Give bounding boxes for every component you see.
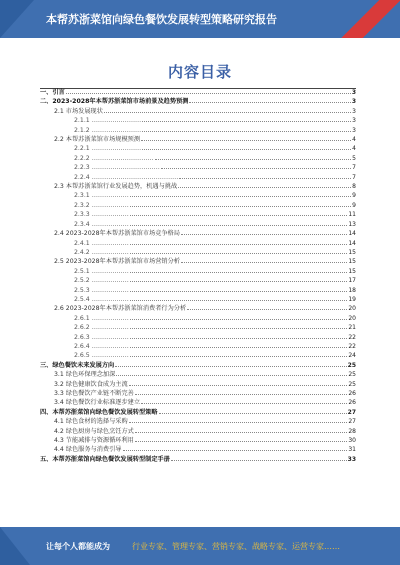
- toc-entry[interactable]: [40, 398, 356, 407]
- toc-entry-label: 2.4 2023-2028年本帮苏浙菜馆市场竞争格局: [54, 230, 180, 238]
- toc-leader-dots: [161, 163, 351, 169]
- toc-entry-label: 2.3 本帮苏浙菜馆行业发展趋势，机遇与挑战: [54, 183, 178, 191]
- toc-entry[interactable]: [40, 154, 356, 163]
- toc-leader-dots: [130, 314, 348, 320]
- toc-leader-dots: [155, 154, 352, 160]
- toc-entry-page: 20: [348, 314, 356, 322]
- toc-leader-dots: [178, 182, 351, 188]
- toc-entry[interactable]: [40, 286, 356, 295]
- toc-leader-dots: [130, 342, 348, 348]
- toc-entry-label: 4.2 绿色厨房与绿色烹饪方式: [54, 427, 134, 435]
- toc-entry[interactable]: [40, 126, 356, 135]
- toc-entry-page: 33: [347, 455, 356, 463]
- toc-entry[interactable]: [40, 248, 356, 257]
- toc-entry-page: 13: [348, 220, 356, 228]
- toc-leader-dots: [130, 239, 348, 245]
- toc-entry-label: 4.3 节能减排与资源循环利用: [54, 437, 134, 445]
- toc-leader-dots: [130, 201, 351, 207]
- toc-entry-label: 三、绿色餐饮未来发展方向: [40, 361, 115, 369]
- toc-heading: 内容目录: [167, 63, 232, 81]
- toc-entry[interactable]: [40, 361, 356, 370]
- toc-entry[interactable]: [40, 408, 356, 417]
- toc-entry[interactable]: [40, 436, 356, 445]
- toc-leader-dots: [130, 351, 348, 357]
- toc-leader-dots: [142, 126, 351, 132]
- toc-leader-dots: [130, 323, 348, 329]
- toc-entry-label: 2.1 市场发展现状: [54, 107, 103, 115]
- toc-entry-page: 9: [352, 192, 356, 200]
- page-header: [0, 0, 400, 38]
- toc-leader-dots: [130, 295, 348, 301]
- toc-entry-label: 2.5.3 ………………: [74, 286, 129, 294]
- toc-entry-page: 25: [348, 371, 356, 379]
- toc-entry-page: 14: [348, 230, 356, 238]
- toc-entry-label: 3.4 绿色餐饮行业标准逐步建立: [54, 399, 141, 407]
- toc-entry[interactable]: [40, 455, 356, 464]
- toc-entry[interactable]: [40, 427, 356, 436]
- toc-entry[interactable]: [40, 229, 356, 238]
- toc-entry[interactable]: [40, 182, 356, 191]
- toc-leader-dots: [135, 436, 347, 442]
- toc-entry[interactable]: [40, 163, 356, 172]
- toc-entry-page: 26: [348, 390, 356, 397]
- toc-entry-page: 7: [352, 173, 356, 181]
- toc-entry[interactable]: [40, 276, 356, 285]
- toc-entry[interactable]: [40, 173, 356, 182]
- toc-entry-label: 2.1.1 ……………………: [74, 117, 142, 125]
- toc-leader-dots: [171, 455, 347, 461]
- toc-entry-label: 2.2.3 ……………………………: [74, 164, 160, 172]
- toc-entry[interactable]: [40, 351, 356, 360]
- toc-entry-page: 19: [348, 295, 356, 303]
- toc-leader-dots: [130, 276, 348, 282]
- toc-entry[interactable]: [40, 135, 356, 144]
- toc-entry-label: 2.4.1 ………………: [74, 239, 129, 247]
- toc-leader-dots: [66, 88, 351, 94]
- toc-entry-label: 2.6.2 ………………: [74, 324, 129, 332]
- toc-entry[interactable]: [40, 304, 356, 313]
- toc-entry-page: 15: [348, 248, 356, 256]
- toc-entry-page: 30: [348, 437, 356, 445]
- toc-entry-page: 5: [352, 154, 356, 162]
- toc-leader-dots: [181, 257, 347, 263]
- toc-leader-dots: [135, 389, 347, 395]
- toc-entry[interactable]: [40, 97, 356, 106]
- table-of-contents: [40, 88, 356, 464]
- toc-leader-dots: [116, 370, 347, 376]
- toc-entry-label: 一、引言: [40, 89, 65, 96]
- toc-entry-page: 14: [348, 239, 356, 247]
- toc-entry-page: 20: [348, 305, 356, 313]
- toc-entry[interactable]: [40, 370, 356, 379]
- toc-entry[interactable]: [40, 191, 356, 200]
- toc-entry[interactable]: [40, 417, 356, 426]
- toc-entry-page: 7: [352, 164, 356, 172]
- toc-entry-label: 2.3.2 ………………: [74, 201, 129, 209]
- toc-entry-page: 4: [352, 136, 356, 144]
- toc-entry-page: 9: [352, 201, 356, 209]
- toc-entry-label: 2.5.1 ………………: [74, 267, 129, 275]
- page-footer: [0, 527, 400, 565]
- toc-entry-page: 3: [351, 89, 356, 96]
- toc-entry-label: 4.4 绿色服务与消费引导: [54, 446, 122, 454]
- toc-entry-page: 3: [352, 126, 356, 134]
- toc-entry[interactable]: [40, 295, 356, 304]
- toc-leader-dots: [141, 398, 347, 404]
- toc-entry-page: 25: [347, 361, 356, 369]
- toc-entry-page: 25: [348, 380, 356, 388]
- toc-entry[interactable]: [40, 323, 356, 332]
- toc-entry-page: 11: [348, 211, 356, 219]
- toc-entry-page: 3: [351, 98, 356, 106]
- toc-entry-label: 2.6.4 ………………: [74, 342, 129, 350]
- toc-leader-dots: [141, 135, 351, 141]
- toc-entry[interactable]: [40, 267, 356, 276]
- toc-leader-dots: [115, 361, 346, 367]
- toc-entry-label: 2.5.4 ………………: [74, 295, 129, 303]
- toc-entry-label: 2.6 2023-2028年本帮苏浙菜馆消费者行为分析: [54, 305, 187, 313]
- toc-entry-label: 2.2 本帮苏浙菜馆市场规模预测: [54, 136, 141, 144]
- toc-leader-dots: [130, 191, 351, 197]
- toc-entry-label: 2.2.2 …………………………: [74, 154, 154, 162]
- toc-entry[interactable]: [40, 445, 356, 454]
- toc-entry-label: 2.5 2023-2028年本帮苏浙菜馆市场营销分析: [54, 258, 180, 266]
- toc-leader-dots: [130, 220, 348, 226]
- toc-entry-label: 2.1.2 ……………………: [74, 126, 142, 134]
- toc-entry-page: 31: [348, 446, 356, 454]
- toc-entry-label: 四、本帮苏浙菜馆向绿色餐饮发展转型策略: [40, 408, 158, 416]
- toc-entry-page: 27: [347, 408, 356, 416]
- toc-entry-label: 3.2 绿色健康饮食成为主流: [54, 380, 128, 388]
- toc-entry-label: 2.4.2 ………………: [74, 248, 129, 256]
- toc-entry-page: 21: [348, 324, 356, 332]
- toc-entry-label: 2.6.5 ………………: [74, 352, 129, 360]
- toc-leader-dots: [189, 97, 350, 103]
- toc-entry-label: 3.3 绿色餐饮产业链不断完善: [54, 390, 134, 397]
- toc-entry-page: 15: [348, 267, 356, 275]
- toc-leader-dots: [135, 427, 347, 433]
- toc-entry[interactable]: [40, 257, 356, 266]
- toc-entry[interactable]: [40, 88, 356, 97]
- toc-leader-dots: [187, 304, 347, 310]
- toc-entry-page: 3: [352, 107, 356, 115]
- toc-entry-page: 18: [348, 286, 356, 294]
- toc-entry-page: 28: [348, 427, 356, 435]
- toc-entry-page: 3: [352, 117, 356, 125]
- toc-entry[interactable]: [40, 239, 356, 248]
- toc-entry[interactable]: [40, 210, 356, 219]
- toc-leader-dots: [130, 333, 348, 339]
- toc-leader-dots: [179, 173, 351, 179]
- header-decor-left: [0, 0, 34, 38]
- toc-entry-label: 2.6.1 ………………: [74, 314, 129, 322]
- toc-leader-dots: [130, 286, 348, 292]
- toc-entry-page: 8: [352, 183, 356, 191]
- toc-entry-page: 22: [348, 342, 356, 350]
- toc-entry-page: 26: [348, 399, 356, 407]
- toc-entry-page: 22: [348, 333, 356, 341]
- toc-leader-dots: [159, 408, 347, 414]
- toc-entry-label: 2.5.2 ………………: [74, 277, 129, 285]
- toc-leader-dots: [142, 116, 351, 122]
- toc-entry[interactable]: [40, 220, 356, 229]
- footer-decor-left: [0, 527, 30, 565]
- toc-leader-dots: [104, 107, 351, 113]
- toc-entry-label: 2.2.4 ……………………………………: [74, 173, 179, 181]
- header-decor-right: [340, 0, 400, 38]
- toc-entry[interactable]: [40, 342, 356, 351]
- toc-leader-dots: [130, 248, 348, 254]
- toc-entry-label: 2.2.1 ……………………: [74, 145, 142, 153]
- toc-entry-page: 24: [348, 352, 356, 360]
- toc-leader-dots: [142, 144, 351, 150]
- toc-entry-page: 27: [348, 418, 356, 426]
- toc-entry[interactable]: [40, 314, 356, 323]
- toc-entry-label: 五、本帮苏浙菜馆向绿色餐饮发展转型制定手册: [40, 455, 170, 463]
- toc-entry-label: 3.1 绿色环保理念加深: [54, 371, 116, 379]
- toc-entry-label: 4.1 绿色食材的选择与采购: [54, 418, 128, 426]
- toc-entry-label: 2.3.3 ………………: [74, 211, 129, 219]
- toc-entry[interactable]: [40, 389, 356, 398]
- report-title: 本帮苏浙菜馆向绿色餐饮发展转型策略研究报告: [46, 13, 277, 26]
- toc-leader-dots: [130, 267, 348, 273]
- footer-experts-list: 行业专家、管理专家、营销专家、战略专家、运营专家……: [132, 542, 340, 551]
- toc-entry[interactable]: [40, 380, 356, 389]
- toc-leader-dots: [129, 380, 348, 386]
- toc-entry-label: 二、2023-2028年本帮苏浙菜馆市场前景及趋势预测: [40, 98, 189, 106]
- footer-slogan: 让每个人都能成为: [46, 542, 110, 551]
- toc-entry[interactable]: [40, 144, 356, 153]
- toc-entry-label: 2.6.3 ………………: [74, 333, 129, 341]
- toc-entry-page: 17: [348, 277, 356, 285]
- toc-entry[interactable]: [40, 333, 356, 342]
- toc-entry-label: 2.3.4 ………………: [74, 220, 129, 228]
- toc-entry[interactable]: [40, 116, 356, 125]
- toc-leader-dots: [181, 229, 347, 235]
- toc-entry-page: 4: [352, 145, 356, 153]
- toc-entry[interactable]: [40, 201, 356, 210]
- toc-entry-label: 2.3.1 ………………: [74, 192, 129, 200]
- toc-leader-dots: [129, 417, 348, 423]
- toc-entry-page: 15: [348, 258, 356, 266]
- toc-leader-dots: [123, 445, 348, 451]
- toc-leader-dots: [130, 210, 348, 216]
- toc-entry[interactable]: [40, 107, 356, 116]
